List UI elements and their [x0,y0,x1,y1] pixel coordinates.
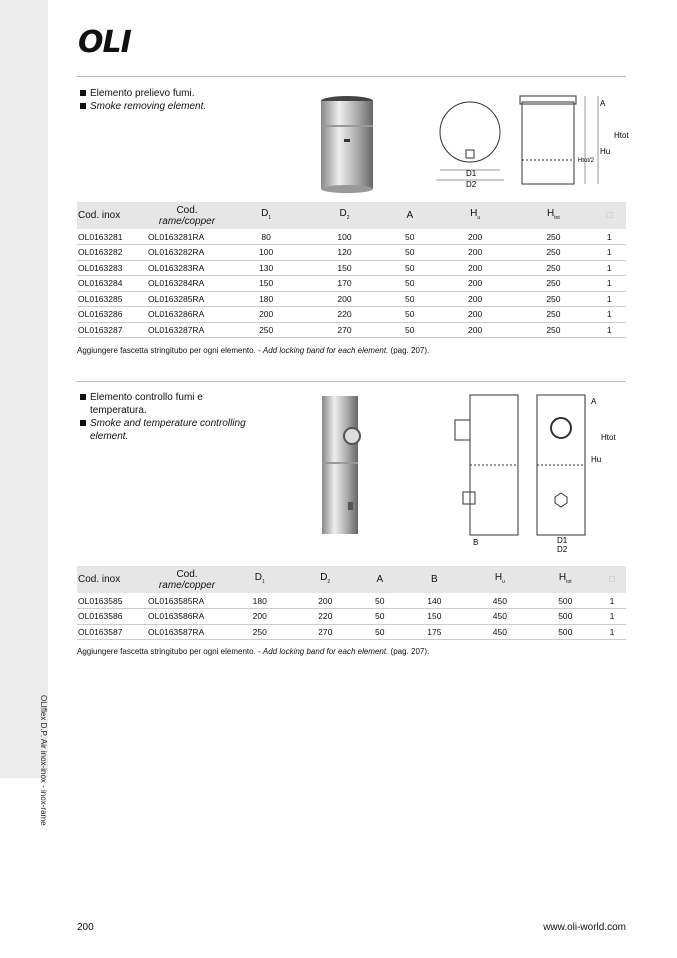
table-row [77,229,626,245]
table-cell: 250 [514,291,592,307]
table-cell: 200 [436,291,514,307]
table-cell: 270 [292,624,357,640]
table-row [77,609,626,625]
table-cell: OL0163285RA [147,291,227,307]
table-cell: 220 [292,609,357,625]
product-table-1: Cod. inox Cod. rame/copper $D_1$ $D_2$ A $H_u$ $H_{tot}$ □ OL0163281 OL0163281RA 80 100 50 200 250 1 OL0163282 OL0163282RA 100 120 50 200 250 1 OL0163283 OL0163283RA 130 150 50 200 250 1 OL0163284 OL0163284RA 150 170 50 200 250 1 OL0163285 OL0163285RA 180 200 50 200 250 1 OL0163286 OL0163286RA 200 220 50 200 250 1 OL0163287 OL0163287RA 250 270 50 200 250 1 [77,202,626,338]
table-cell: 220 [305,307,383,323]
table-cell: 200 [436,276,514,292]
table-row [77,624,626,640]
divider [77,76,626,77]
note-2: Aggiungere fascetta stringitubo per ogni elemento. - Add locking band for each element. (pag. 207). [77,647,430,656]
table-cell: 1 [598,609,626,625]
table-row [77,322,626,338]
svg-text:D2: D2 [466,180,477,189]
table-cell: 170 [305,276,383,292]
svg-text:D2: D2 [557,545,568,554]
product-photo-smoke-removing [318,95,376,195]
divider [77,381,626,382]
table-cell: 1 [593,245,626,261]
table-row [77,291,626,307]
table-cell: OL0163282RA [147,245,227,261]
package-icon: □ [598,566,626,593]
table-cell: 100 [305,229,383,245]
table-cell: OL0163286 [77,307,147,323]
package-icon: □ [593,202,626,229]
table-cell: 200 [227,609,292,625]
table-cell: 500 [533,609,598,625]
table-cell: 1 [598,624,626,640]
table-cell: 80 [227,229,305,245]
table-cell: 50 [358,593,402,609]
table-cell: 250 [514,245,592,261]
table-cell: 250 [514,260,592,276]
table-cell: 200 [436,229,514,245]
table-cell: OL0163281RA [147,229,227,245]
table-row [77,276,626,292]
svg-text:A: A [591,397,597,406]
table-cell: OL0163284RA [147,276,227,292]
table-cell: 120 [305,245,383,261]
svg-text:B: B [473,538,479,547]
table-cell: 100 [227,245,305,261]
table-cell: 140 [402,593,467,609]
table-cell: OL0163587 [77,624,147,640]
table-row [77,260,626,276]
table-cell: 1 [593,291,626,307]
section2-description: Elemento controllo fumi e temperatura. Smoke and temperature controlling element. [80,391,246,443]
table-cell: 1 [593,229,626,245]
table-cell: 50 [384,276,436,292]
table-cell: 150 [227,276,305,292]
table-row [77,307,626,323]
table-cell: OL0163281 [77,229,147,245]
table-cell: 200 [436,260,514,276]
svg-text:Htot: Htot [601,433,616,442]
table-cell: 250 [227,624,292,640]
table-cell: 50 [384,291,436,307]
table-cell: OL0163287RA [147,322,227,338]
svg-text:Hu: Hu [600,147,611,156]
page-number: 200 [77,922,94,933]
svg-text:Hu: Hu [591,455,602,464]
table-cell: 500 [533,624,598,640]
table-cell: 50 [358,624,402,640]
table-row [77,245,626,261]
svg-text:D1: D1 [557,536,568,545]
table-cell: 250 [514,322,592,338]
table-row [77,593,626,609]
table-cell: OL0163282 [77,245,147,261]
side-strip [0,0,48,778]
technical-drawing-2 [445,390,625,555]
table-cell: 50 [384,229,436,245]
table-cell: 1 [593,276,626,292]
table-cell: 200 [436,322,514,338]
table-cell: 200 [436,245,514,261]
svg-text:Htot/2: Htot/2 [578,158,595,164]
svg-text:Htot: Htot [614,131,629,140]
oli-logo: OLI [78,25,131,60]
table-cell: 270 [305,322,383,338]
table-cell: 200 [227,307,305,323]
website-url: www.oli-world.com [543,922,626,933]
side-section-label: OLIflex D.P. Air inox-inox - inox-rame [39,695,48,826]
svg-text:D1: D1 [466,169,477,178]
table-cell: 200 [305,291,383,307]
table-cell: 200 [436,307,514,323]
table-cell: 50 [384,307,436,323]
table-cell: OL0163585RA [147,593,227,609]
table-cell: 200 [292,593,357,609]
table-cell: 450 [467,624,532,640]
table-cell: OL0163286RA [147,307,227,323]
section1-description: Elemento prelievo fumi. Smoke removing element. [80,87,206,113]
table-cell: OL0163586RA [147,609,227,625]
table-cell: OL0163283 [77,260,147,276]
product-photo-smoke-temperature [318,392,368,538]
table-cell: OL0163587RA [147,624,227,640]
table-cell: 130 [227,260,305,276]
table-cell: 150 [402,609,467,625]
table-cell: 50 [384,245,436,261]
table-cell: 450 [467,593,532,609]
product-table-2: Cod. inox Cod. rame/copper $D_1$ $D_2$ A B $H_u$ $H_{tot}$ □ OL0163585 OL0163585RA 180 200 50 140 450 500 1 OL0163586 OL0163586RA 200 220 50 150 450 500 1 OL0163587 OL0163587RA 250 270 50 175 450 500 1 [77,566,626,640]
table-cell: 175 [402,624,467,640]
table-cell: 50 [384,260,436,276]
table-cell: 250 [514,307,592,323]
table-cell: 50 [358,609,402,625]
table-cell: OL0163283RA [147,260,227,276]
table-cell: 250 [514,276,592,292]
table-cell: 180 [227,593,292,609]
table-cell: 50 [384,322,436,338]
table-cell: 150 [305,260,383,276]
svg-text:A: A [600,99,606,108]
table-cell: 1 [593,307,626,323]
note-1: Aggiungere fascetta stringitubo per ogni elemento. - Add locking band for each element. (pag. 207). [77,346,430,355]
table-cell: 1 [593,260,626,276]
technical-drawing-1 [430,92,630,192]
table-cell: 1 [598,593,626,609]
table-cell: OL0163285 [77,291,147,307]
table-cell: OL0163284 [77,276,147,292]
table-cell: 180 [227,291,305,307]
table-cell: OL0163585 [77,593,147,609]
table-cell: OL0163586 [77,609,147,625]
table-cell: 450 [467,609,532,625]
table-cell: 500 [533,593,598,609]
table-cell: 1 [593,322,626,338]
table-cell: 250 [514,229,592,245]
table-cell: 250 [227,322,305,338]
table-cell: OL0163287 [77,322,147,338]
